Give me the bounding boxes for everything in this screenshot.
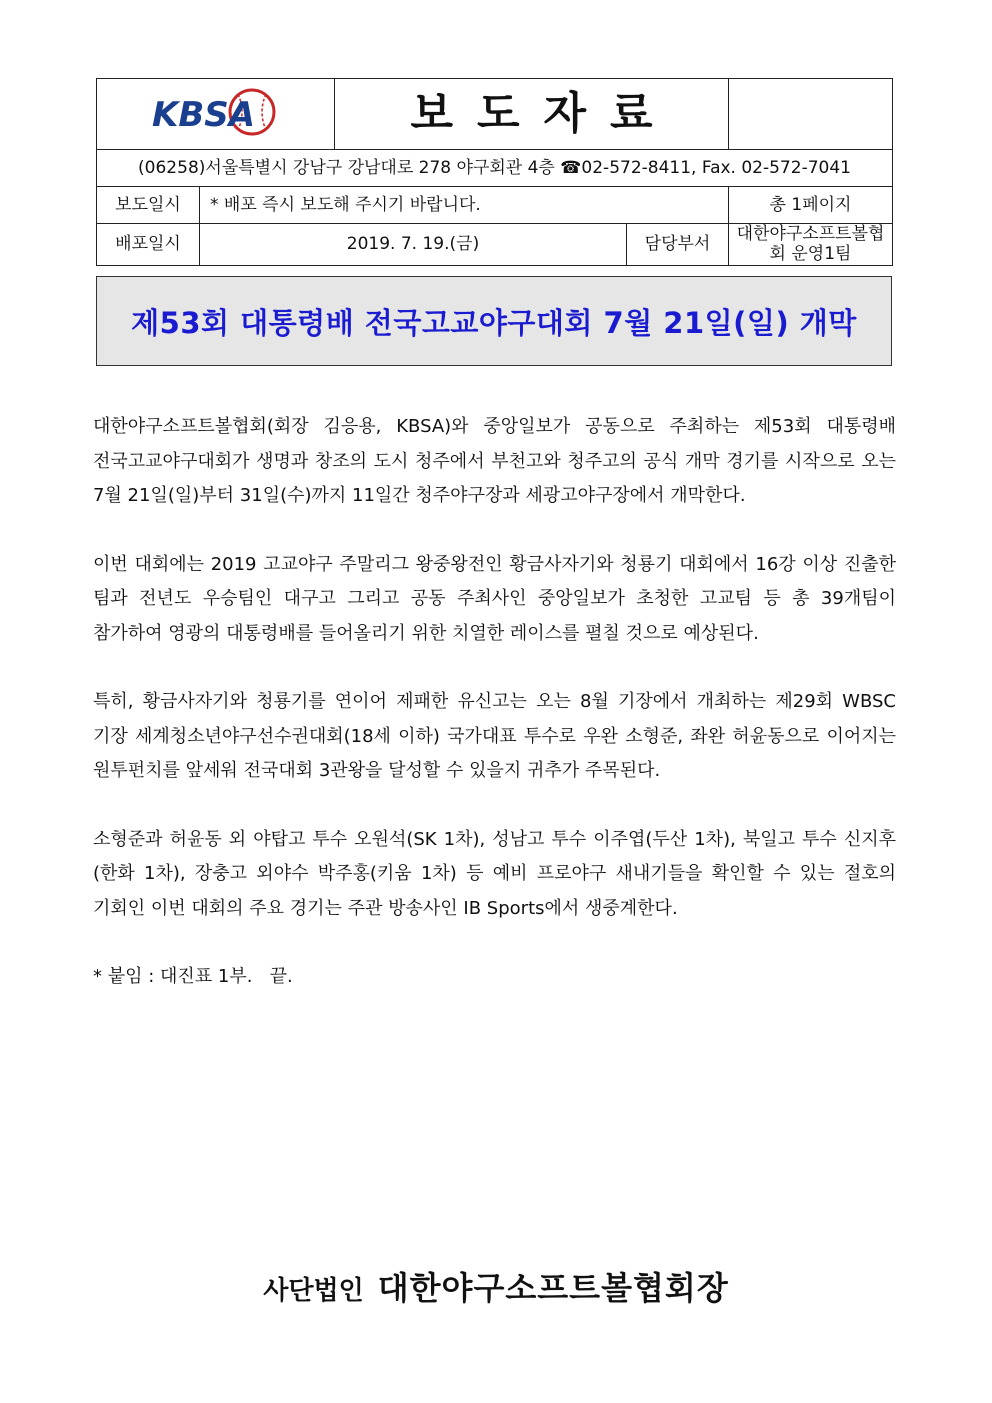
logo-text: KBSA [151, 95, 255, 135]
paragraph-4: 소형준과 허윤동 외 야탑고 투수 오원석(SK 1차), 성남고 투수 이주엽(두산 1차), 북일고 투수 신지후(한화 1차), 장충고 외야수 박주홍(키움 1차) 등 예비 프로야구 새내기들을 확인할 수 있는 절호의 기회인 이번 대회의 주요 경기는 주관 방송사인 IB Sports에서 생중계한다. [93, 828, 896, 919]
header-table [96, 78, 893, 266]
distribution-date: 2019. 7. 19.(금) [200, 224, 627, 266]
address-line: (06258)서울특별시 강남구 강남대로 278 야구회관 4층 ☎02-572-8411, Fax. 02-572-7041 [97, 150, 893, 187]
report-date-label: 보도일시 [97, 187, 200, 224]
signature-organization: 대한야구소프트볼협회장 [377, 1269, 729, 1307]
paragraph-3: 특히, 황금사자기와 청룡기를 연이어 제패한 유신고는 오는 8월 기장에서 개최하는 제29회 WBSC 기장 세계청소년야구선수권대회(18세 이하) 국가대표 투수로 우완 소형준, 좌완 허윤동으로 이어지는 원투펀치를 앞세워 전국대회 3관왕을 달성할 수 있을지 귀추가 주목된다. [93, 691, 896, 781]
kbsa-logo [97, 79, 334, 149]
document-title: 보도자료 [335, 79, 729, 150]
report-date-value: * 배포 즉시 보도해 주시기 바랍니다. [200, 187, 729, 224]
logo-cell [97, 79, 335, 150]
article-body [93, 410, 896, 995]
distribution-label: 배포일시 [97, 224, 200, 266]
paragraph-2: 이번 대회에는 2019 고교야구 주말리그 왕중왕전인 황금사자기와 청룡기 대회에서 16강 이상 진출한 팀과 전년도 우승팀인 대구고 그리고 공동 주최사인 중앙일보가 초청한 고교팀 등 총 39개팀이 참가하여 영광의 대통령배를 들어올리기 위한 치열한 레이스를 펼칠 것으로 예상된다. [93, 553, 896, 644]
department-value: 대한야구소프트볼협회 운영1팀 [729, 224, 893, 266]
headline-box [96, 276, 892, 366]
headline: 제53회 대통령배 전국고교야구대회 7월 21일(일) 개막 [131, 305, 857, 340]
attachment-note: * 붙임 : 대진표 1부. 끝. [93, 966, 293, 987]
paragraph-1: 대한야구소프트볼협회(회장 김응용, KBSA)와 중앙일보가 공동으로 주최하는 제53회 대통령배 전국고교야구대회가 생명과 창조의 도시 청주에서 부천고와 청주고의 공식 개막 경기를 시작으로 오는 7월 21일(일)부터 31일(수)까지 11일간 청주야구장과 세광고야구장에서 개막한다. [93, 416, 896, 506]
signature-prefix: 사단법인 [263, 1276, 364, 1306]
baseball-logo-icon [148, 84, 284, 144]
department-label: 담당부서 [627, 224, 729, 266]
blank-cell [729, 79, 893, 150]
signature [0, 1263, 992, 1309]
page-count: 총 1페이지 [729, 187, 893, 224]
